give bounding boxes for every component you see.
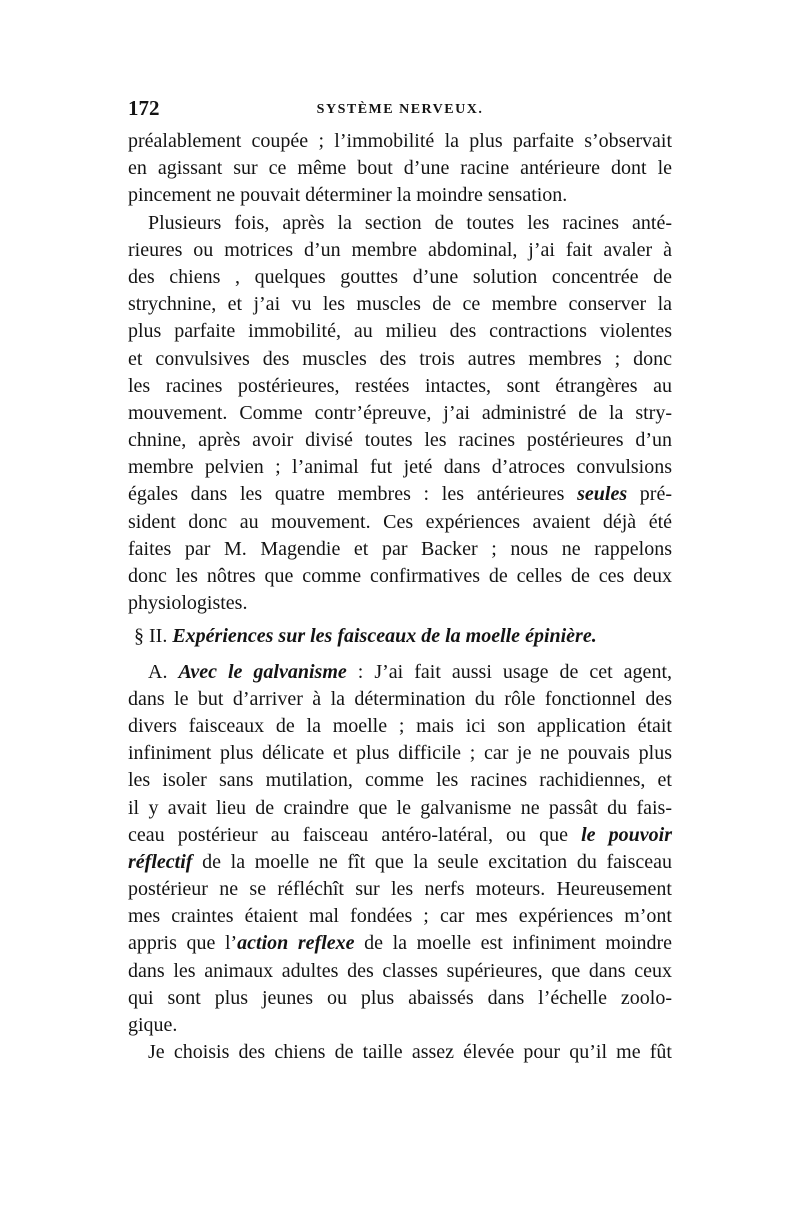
text-line: postérieur ne se réfléchît sur les nerfs moteurs. Heureusement	[128, 878, 672, 901]
text-run: : J’ai fait aussi usage de cet agent,	[346, 660, 672, 683]
body-text	[128, 128, 672, 1066]
text-line	[128, 930, 672, 957]
text-run: égales dans les quatre membres : les antérieures	[128, 483, 578, 506]
text-line: divers faisceaux de la moelle ; mais ici son application était	[128, 714, 672, 737]
text-line: infiniment plus délicate et plus difficile ; car je ne pouvais plus	[128, 742, 672, 765]
text-line: faites par M. Magendie et par Backer ; nous ne rappelons	[128, 537, 672, 560]
text-line: pincement ne pouvait déterminer la moindre sensation.	[128, 184, 568, 207]
italic-run: seules	[577, 483, 628, 506]
text-line	[128, 659, 672, 686]
text-line: les isoler sans mutilation, comme les racines rachidiennes, et	[128, 769, 672, 792]
section-heading	[128, 623, 672, 650]
page-header	[128, 96, 672, 126]
text-run: appris que l’	[128, 932, 238, 955]
italic-run: action reflexe	[237, 932, 355, 955]
italic-run: Avec le galvanisme	[178, 660, 347, 683]
text-line: des chiens , quelques gouttes d’une solution concentrée de	[128, 265, 672, 288]
section-title: Expériences sur les faisceaux de la moelle épinière.	[172, 625, 597, 648]
text-line: physiologistes.	[128, 592, 248, 615]
text-line: en agissant sur ce même bout d’une racine antérieure dont le	[128, 157, 672, 180]
text-run: A.	[148, 660, 179, 683]
italic-run: réflectif	[128, 850, 193, 873]
text-line: mes craintes étaient mal fondées ; car mes expériences m’ont	[128, 905, 672, 928]
text-run: de la moelle est infiniment moindre	[354, 932, 672, 955]
text-line: qui sont plus jeunes ou plus abaissés dans l’échelle zoolo-	[128, 986, 672, 1009]
text-line: mouvement. Comme contr’épreuve, j’ai administré de la stry-	[128, 401, 672, 424]
text-line: préalablement coupée ; l’immobilité la plus parfaite s’observait	[128, 130, 672, 152]
text-line: Je choisis des chiens de taille assez élevée pour qu’il me fût	[148, 1041, 672, 1064]
text-line: donc les nôtres que comme confirmatives de celles de ces deux	[128, 565, 672, 587]
text-line: gique.	[128, 1014, 178, 1036]
text-run: pré-	[627, 483, 672, 506]
text-line: les racines postérieures, restées intactes, sont étrangères au	[128, 374, 672, 397]
text-line: chnine, après avoir divisé toutes les racines postérieures d’un	[128, 429, 672, 452]
text-line: Plusieurs fois, après la section de toutes les racines anté-	[148, 211, 672, 234]
text-line: dans les animaux adultes des classes supérieures, que dans ceux	[128, 959, 672, 982]
text-line: sident donc au mouvement. Ces expériences avaient déjà été	[128, 510, 672, 533]
text-line: rieures ou motrices d’un membre abdominal, j’ai fait avaler à	[128, 238, 672, 261]
text-line	[128, 849, 672, 876]
text-run: de la moelle ne fît que la seule excitation du faisceau	[192, 850, 672, 873]
text-line: dans le but d’arriver à la détermination du rôle fonctionnel des	[128, 687, 672, 710]
text-line: plus parfaite immobilité, au milieu des contractions violentes	[128, 320, 672, 343]
text-line	[128, 822, 672, 849]
text-line: et convulsives des muscles des trois autres membres ; donc	[128, 347, 672, 370]
running-head: SYSTÈME NERVEUX.	[316, 102, 484, 117]
italic-run: le pouvoir	[581, 823, 672, 846]
text-line: membre pelvien ; l’animal fut jeté dans d’atroces convulsions	[128, 456, 672, 479]
text-line	[128, 481, 672, 508]
page-number: 172	[128, 96, 160, 120]
text-line: il y avait lieu de craindre que le galvanisme ne passât du fais-	[128, 796, 672, 819]
text-run: ceau postérieur au faisceau antéro-latéral, ou que	[128, 823, 582, 846]
section-number: § II.	[134, 625, 173, 648]
text-line: strychnine, et j’ai vu les muscles de ce membre conserver la	[128, 293, 672, 316]
